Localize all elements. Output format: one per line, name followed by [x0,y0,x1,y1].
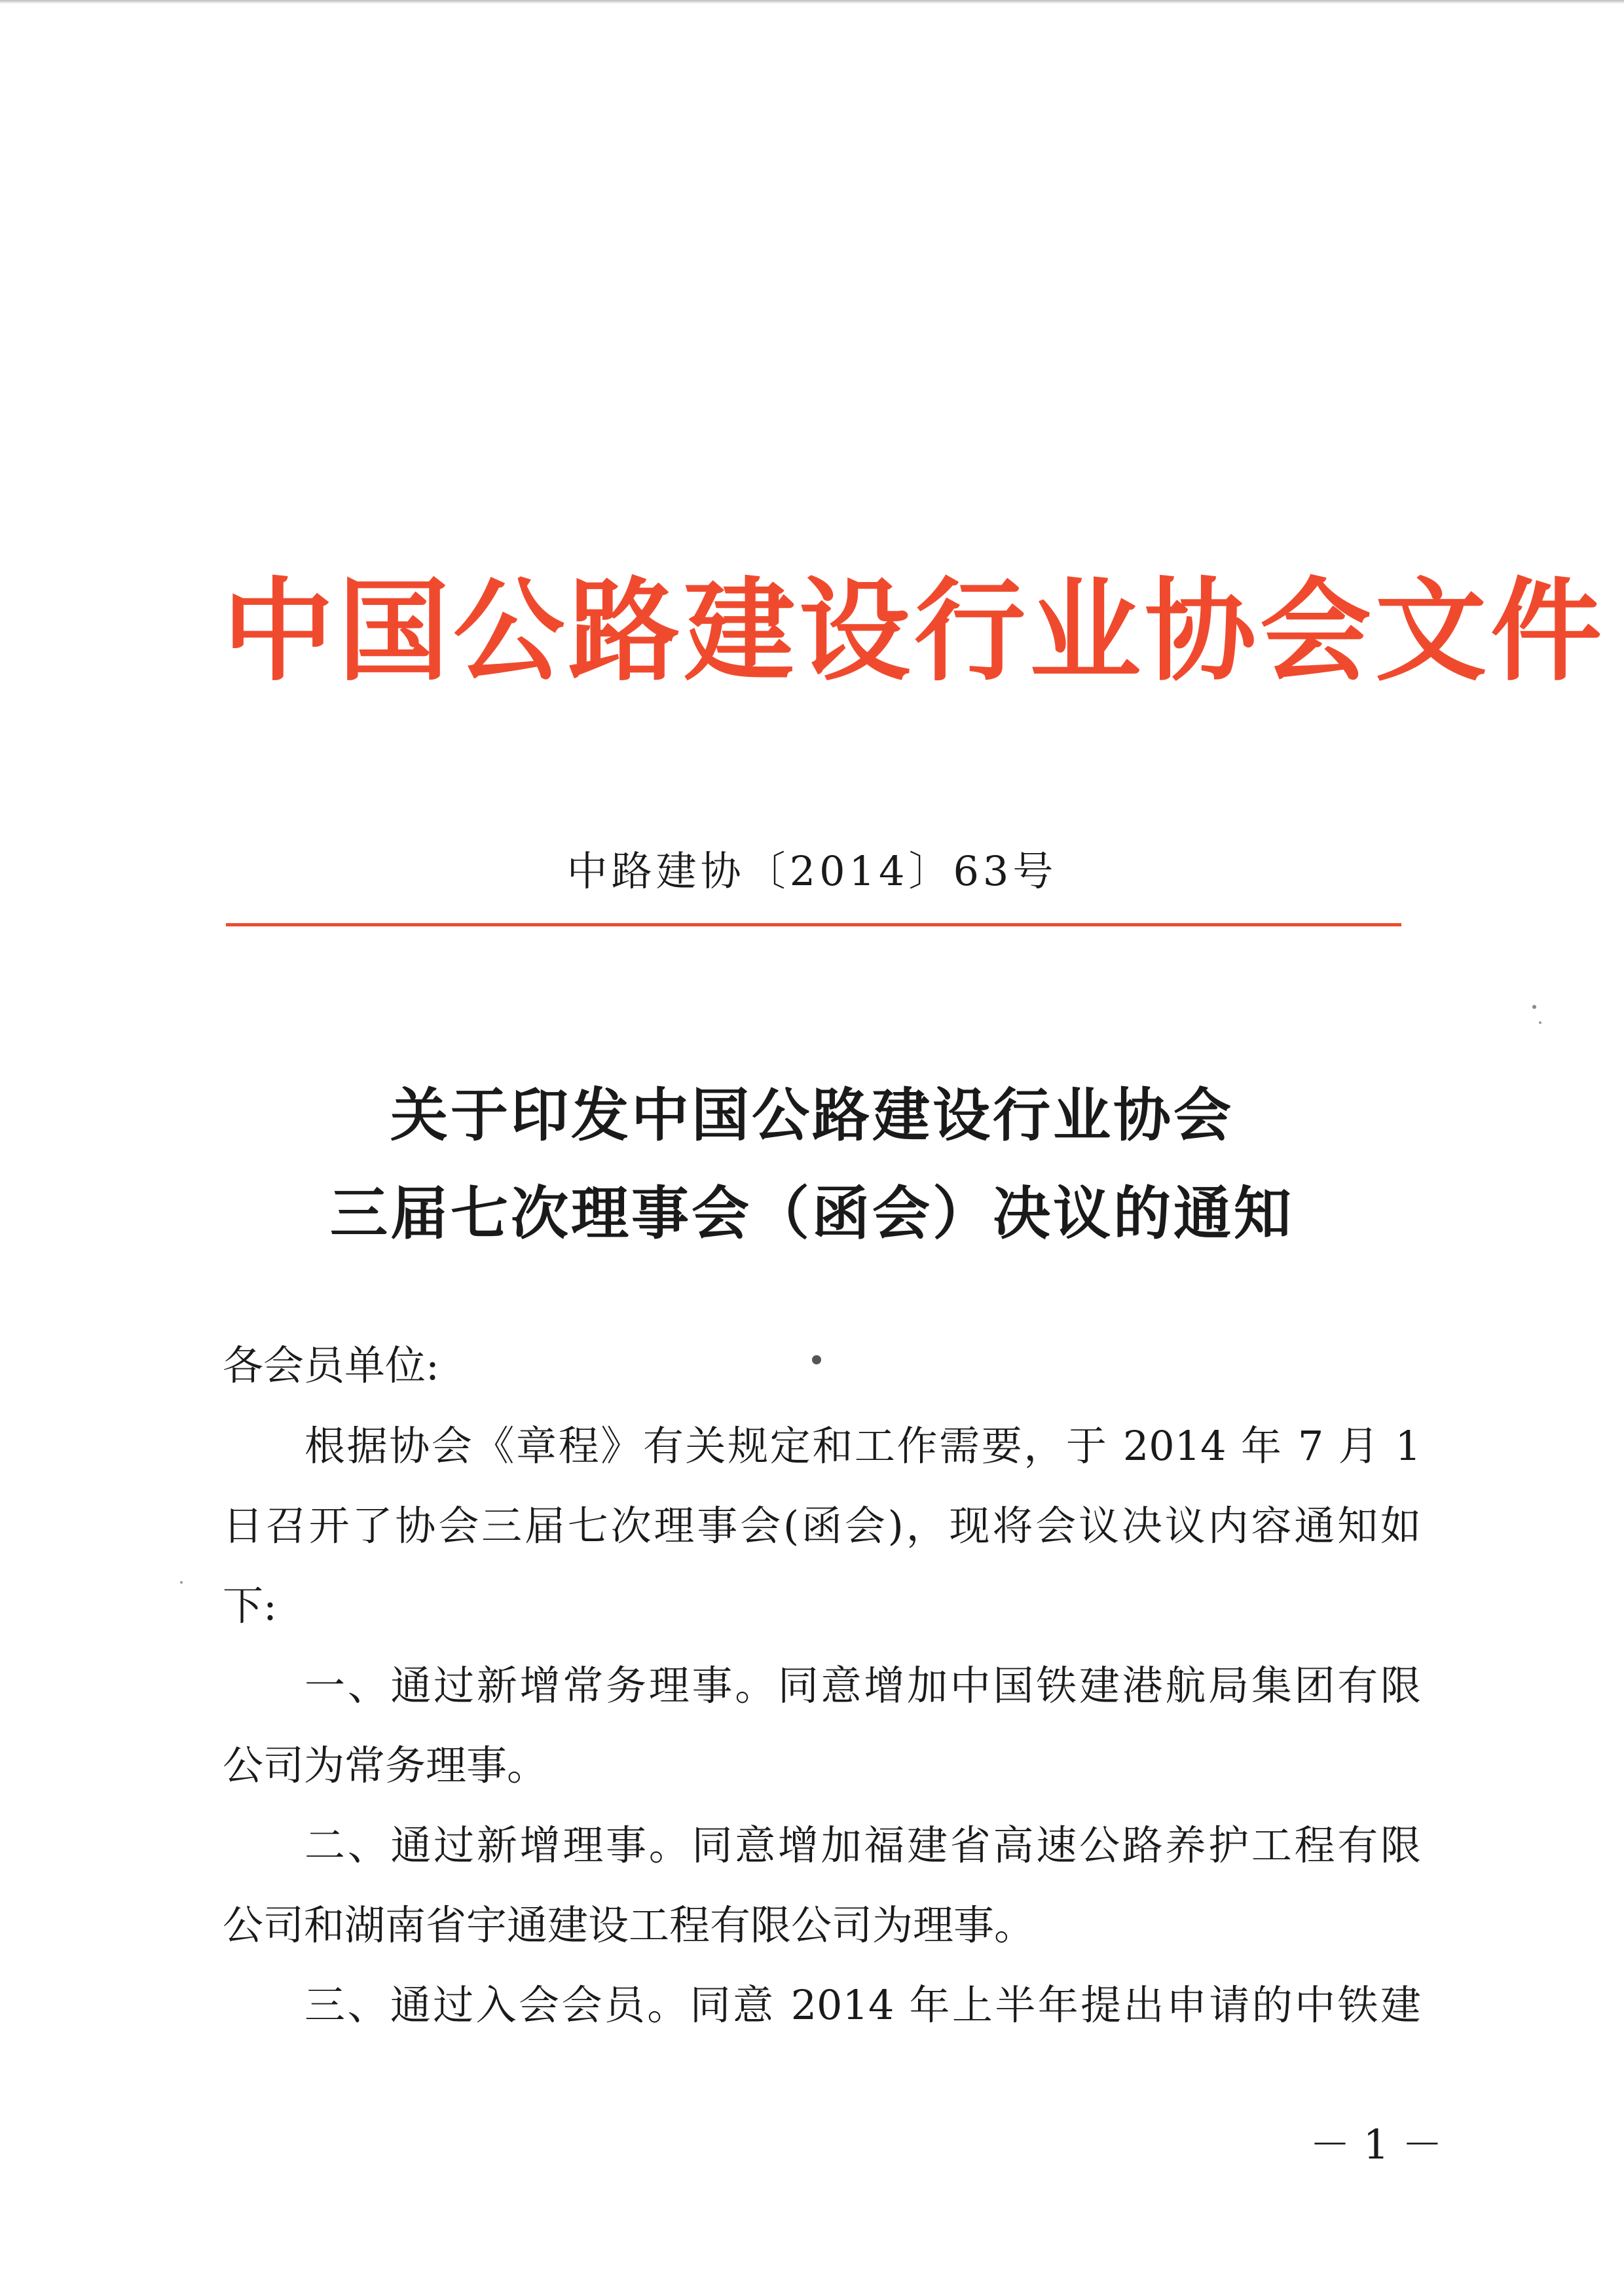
body-line: 下: [223,1582,277,1630]
notice-title-line-2: 三届七次理事会（函会）决议的通知 [329,1180,1294,1247]
org-document-header: 中国公路建设行业协会文件 [223,567,1606,697]
body-line: 二、通过新增理事。同意增加福建省高速公路养护工程有限 [304,1821,1421,1869]
scan-speck [180,1581,183,1584]
document-number: 中路建协〔2014〕63号 [566,847,1058,895]
scan-speck [1532,1005,1536,1009]
notice-title-line-1: 关于印发中国公路建设行业协会 [390,1082,1234,1149]
page-number: － 1 － [1310,2121,1443,2168]
body-line: 一、通过新增常务理事。同意增加中国铁建港航局集团有限 [304,1662,1421,1709]
salutation: 各会员单位: [223,1341,439,1389]
body-line: 根据协会《章程》有关规定和工作需要，于 2014 年 7 月 1 [304,1422,1421,1470]
header-divider-line [226,923,1401,926]
scan-speck [1539,1021,1541,1024]
body-line: 公司和湖南省宇通建设工程有限公司为理事。 [223,1901,1035,1949]
body-line: 三、通过入会会员。同意 2014 年上半年提出申请的中铁建 [304,1981,1421,2029]
scan-edge-shadow [0,0,1624,4]
body-line: 公司为常务理事。 [223,1741,548,1789]
scan-speck [812,1355,821,1364]
body-line: 日召开了协会三届七次理事会(函会)，现将会议决议内容通知如 [223,1502,1421,1550]
